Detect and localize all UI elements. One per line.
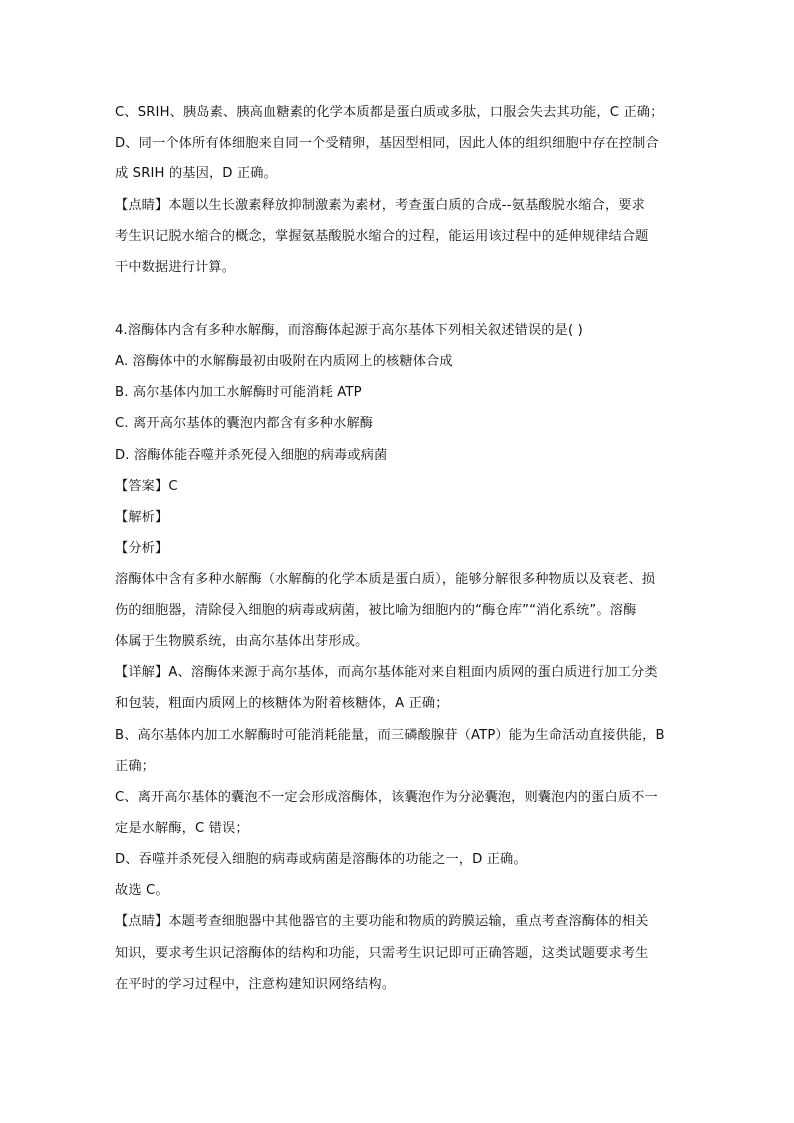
analysis-subheading: 【分析】 (115, 541, 169, 556)
answer-label: 【答案】C (115, 479, 178, 494)
analysis-text-1: 溶酶体中含有多种水解酶（水解酶的化学本质是蛋白质），能够分解很多种物质以及衰老、损 (115, 572, 656, 587)
key-point-2: 【点睛】本题考查细胞器中其他器官的主要功能和物质的跨膜运输，重点考查溶酶体的相关 (115, 914, 649, 929)
detail-a: 【详解】A、溶酶体来源于高尔基体，而高尔基体能对来自粗面内质网的蛋白质进行加工分类 (115, 665, 658, 680)
key-point-1: 【点睛】本题以生长激素释放抑制激素为素材，考查蛋白质的合成--氨基酸脱水缩合，要求 (115, 198, 645, 213)
detail-c: C、离开高尔基体的囊泡不一定会形成溶酶体，该囊泡作为分泌囊泡，则囊泡内的蛋白质不一 (115, 790, 658, 805)
detail-a-cont: 和包装，粗面内质网上的核糖体为附着核糖体，A 正确； (115, 696, 449, 711)
question-4-option-c: C. 离开高尔基体的囊泡内都含有多种水解酶 (115, 416, 374, 431)
explanation-option-d-cont: 成 SRIH 的基因，D 正确。 (115, 166, 277, 181)
key-point-2-cont: 知识，要求考生识记溶酶体的结构和功能，只需考生识记即可正确答题，这类试题要求考生 (115, 946, 649, 961)
explanation-option-c: C、SRIH、胰岛素、胰高血糖素的化学本质都是蛋白质或多肽，口服会失去其功能，C 正确； (115, 105, 664, 120)
analysis-text-2: 伤的细胞器，清除侵入细胞的病毒或病菌，被比喻为细胞内的“酶仓库”“消化系统”。溶酶 (115, 603, 637, 618)
explanation-option-d: D、同一个体所有体细胞来自同一个受精卵，基因型相同，因此人体的组织细胞中存在控制合 (115, 136, 659, 151)
detail-c-cont: 定是水解酶，C 错误； (115, 821, 249, 836)
detail-b-cont: 正确； (115, 759, 156, 774)
analysis-heading: 【解析】 (115, 510, 169, 525)
question-4-option-a: A. 溶酶体中的水解酶最初由吸附在内质网上的核糖体合成 (115, 354, 453, 369)
analysis-text-3: 体属于生物膜系统，由高尔基体出芽形成。 (115, 634, 369, 649)
choice-conclusion: 故选 C。 (115, 883, 169, 898)
question-4-option-b: B. 高尔基体内加工水解酶时可能消耗 ATP (115, 385, 362, 400)
detail-b: B、高尔基体内加工水解酶时可能消耗能量，而三磷酸腺苷（ATP）能为生命活动直接供能，B (115, 728, 665, 743)
question-4-stem: 4.溶酶体内含有多种水解酶，而溶酶体起源于高尔基体下列相关叙述错误的是( ) (115, 323, 583, 338)
question-4-option-d: D. 溶酶体能吞噬并杀死侵入细胞的病毒或病菌 (115, 448, 388, 463)
key-point-1-cont: 考生识记脱水缩合的概念，掌握氨基酸脱水缩合的过程，能运用该过程中的延伸规律结合题 (115, 229, 649, 244)
key-point-1-end: 干中数据进行计算。 (115, 260, 236, 275)
key-point-2-end: 在平时的学习过程中，注意构建知识网络结构。 (115, 977, 396, 992)
detail-d: D、吞噬并杀死侵入细胞的病毒或病菌是溶酶体的功能之一，D 正确。 (115, 852, 527, 867)
